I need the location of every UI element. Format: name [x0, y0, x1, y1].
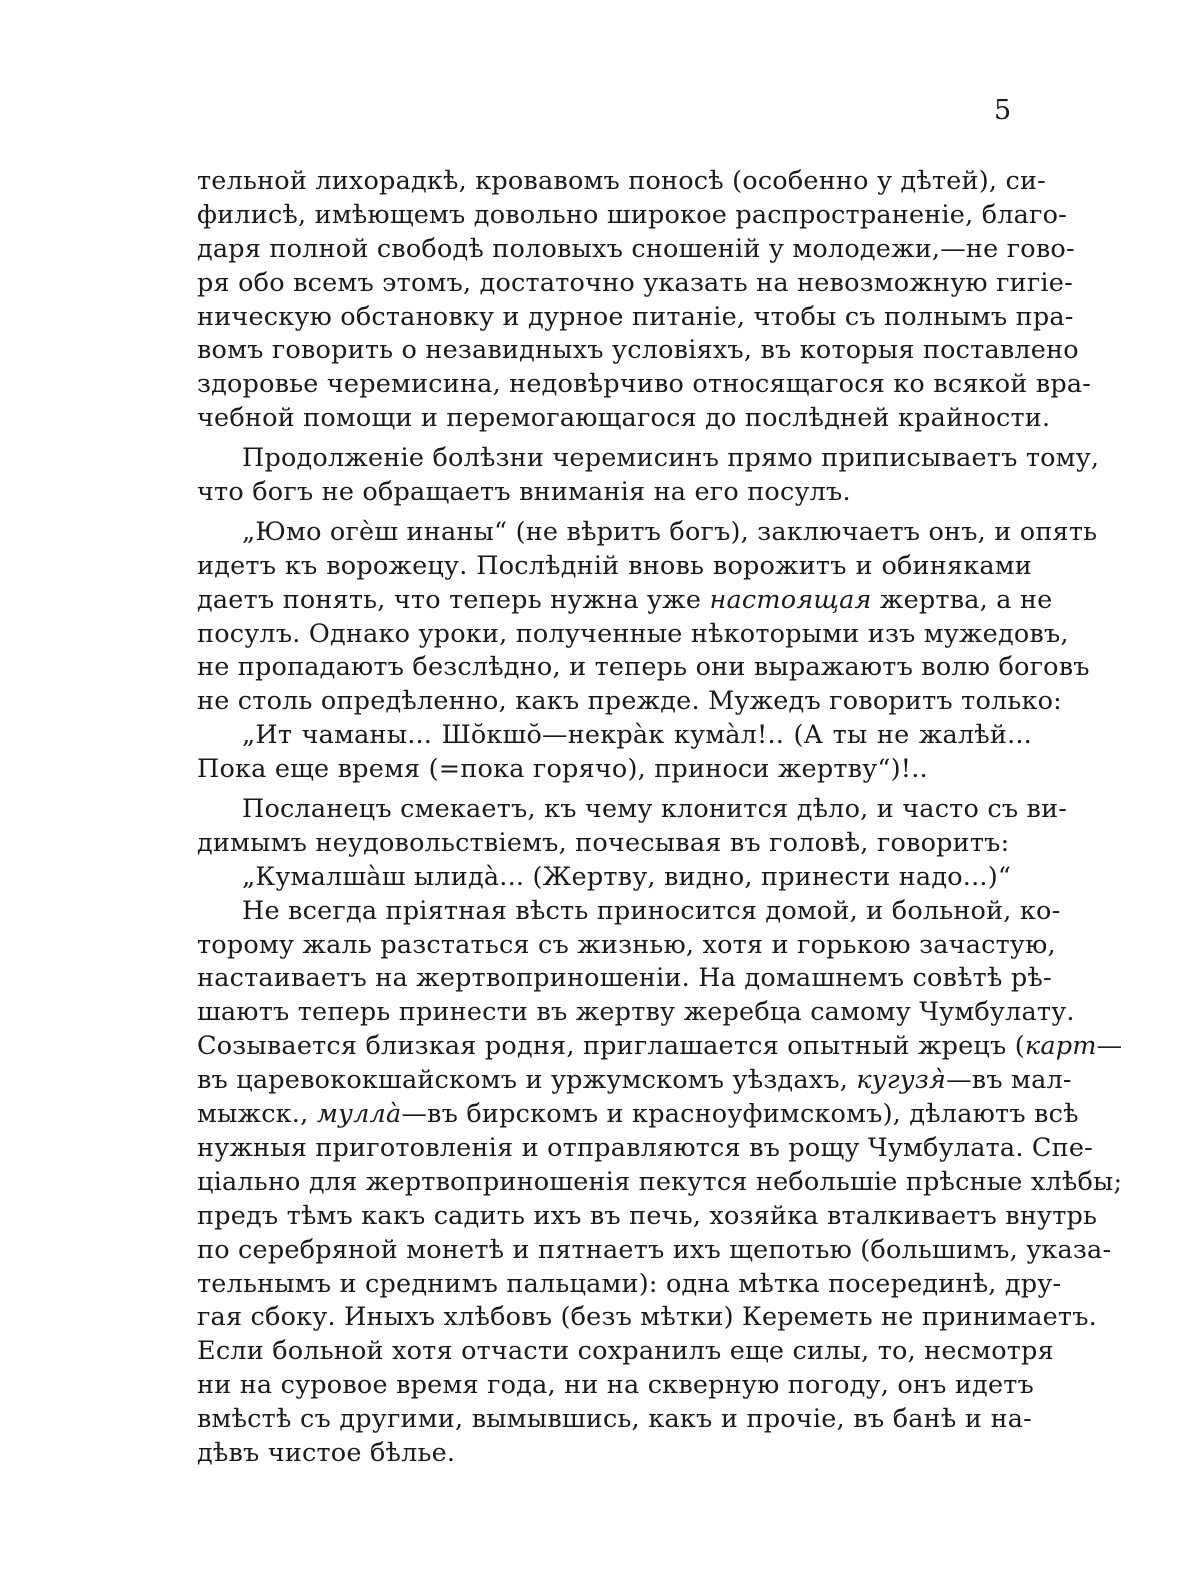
text-line: Если больной хотя отчасти сохранилъ еще силы, то, несмотря [197, 1336, 1054, 1367]
text-line: Пока еще время (=пока горячо), приноси жертву“)!.. [197, 754, 928, 785]
text-line: гая сбоку. Иныхъ хлѣбовъ (безъ мѣтки) Кереметь не принимаетъ. [197, 1302, 1097, 1333]
text-line: Созывается близкая родня, приглашается опытный жрецъ (карт— [197, 1031, 1123, 1062]
text-line: предъ тѣмъ какъ садить ихъ въ печь, хозяйка вталкиваетъ внутрь [197, 1200, 1098, 1231]
text-line: Не всегда пріятная вѣсть приносится домой, и больной, ко- [242, 895, 1061, 926]
text-line: вмѣстѣ съ другими, вымывшись, какъ и прочіе, въ банѣ и на- [197, 1404, 1032, 1435]
paragraph [197, 442, 1100, 510]
text-line: тельнымъ и среднимъ пальцами): одна мѣтка посерединѣ, дру- [197, 1268, 1062, 1299]
text-line: чебной помощи и перемогающагося до послѣдней крайности. [197, 403, 1051, 434]
text-line: димымъ неудовольствіемъ, почесывая въ головѣ, говоритъ: [197, 827, 1010, 858]
text-line: Посланецъ смекаетъ, къ чему клонится дѣло, и часто съ ви- [242, 794, 1068, 825]
text-line: идетъ къ ворожецу. Послѣдній вновь ворожитъ и обиняками [197, 550, 1032, 581]
text-line: посулъ. Однако уроки, полученные нѣкоторыми изъ мужедовъ, [197, 618, 1069, 649]
text-line: по серебряной монетѣ и пятнаетъ ихъ щепотью (большимъ, указа- [197, 1234, 1112, 1265]
paragraph [197, 895, 1123, 1471]
text-line: что богъ не обращаетъ вниманія на его посулъ. [197, 477, 851, 508]
paragraph [197, 516, 1098, 787]
text-line: дѣвъ чистое бѣлье. [197, 1437, 456, 1468]
text-line: шаютъ теперь принести въ жертву жеребца самому Чумбулату. [197, 997, 1075, 1028]
text-line: даря полной свободѣ половыхъ сношеній у молодежи,—не гово- [197, 233, 1075, 264]
page-number: 5 [994, 95, 1012, 126]
text-line: настаиваетъ на жертвоприношеніи. На домашнемъ совѣтѣ рѣ- [197, 963, 1052, 994]
text-line: торому жаль разстаться съ жизнью, хотя и горькою зачастую, [197, 929, 1056, 960]
text-line: вомъ говорить о незавидныхъ условіяхъ, въ которыя поставлено [197, 335, 1079, 366]
text-line: здоровье черемисина, недовѣрчиво относящагося ко всякой вра- [197, 369, 1092, 400]
text-line: „Ит чаманы... Шо̆кшо̆—некрàк кумàл!.. (А ты не жалѣй... [242, 720, 1032, 751]
text-line: „Кумалшàш ылидà... (Жертву, видно, принести надо...)“ [242, 861, 1012, 892]
text-line: не пропадаютъ безслѣдно, и теперь они выражаютъ волю боговъ [197, 652, 1090, 683]
paragraph [197, 793, 1068, 895]
text-line: даетъ понять, что теперь нужна уже настоящая жертва, а не [197, 584, 1053, 615]
text-line: мыжск., муллà—въ бирскомъ и красноуфимскомъ), дѣлаютъ всѣ [197, 1099, 1079, 1130]
paragraph [197, 165, 1092, 436]
text-line: не столь опредѣленно, какъ прежде. Мужедъ говоритъ только: [197, 686, 1062, 717]
text-line: ни на суровое время года, ни на скверную погоду, онъ идетъ [197, 1370, 1034, 1401]
text-line: „Юмо огѐш инаны“ (не вѣритъ богъ), заключаетъ онъ, и опять [242, 516, 1098, 547]
text-line: въ царевококшайскомъ и уржумскомъ уѣздахъ, кугузя̀—въ мал- [197, 1065, 1072, 1096]
text-line: ническую обстановку и дурное питаніе, чтобы съ полнымъ пра- [197, 301, 1074, 332]
text-line: Продолженіе болѣзни черемисинъ прямо приписываетъ тому, [242, 443, 1100, 474]
text-line: тельной лихорадкѣ, кровавомъ поносѣ (особенно у дѣтей), си- [197, 166, 1046, 196]
text-line: нужныя приготовленія и отправляются въ рощу Чумбулата. Спе- [197, 1132, 1093, 1163]
body-text [197, 165, 1123, 1471]
text-line: филисѣ, имѣющемъ довольно широкое распространеніе, благо- [197, 199, 1067, 230]
text-line: ря обо всемъ этомъ, достаточно указать на невозможную гигіе- [197, 267, 1073, 298]
text-line: ціально для жертвоприношенія пекутся небольшіе прѣсные хлѣбы; [197, 1166, 1123, 1197]
